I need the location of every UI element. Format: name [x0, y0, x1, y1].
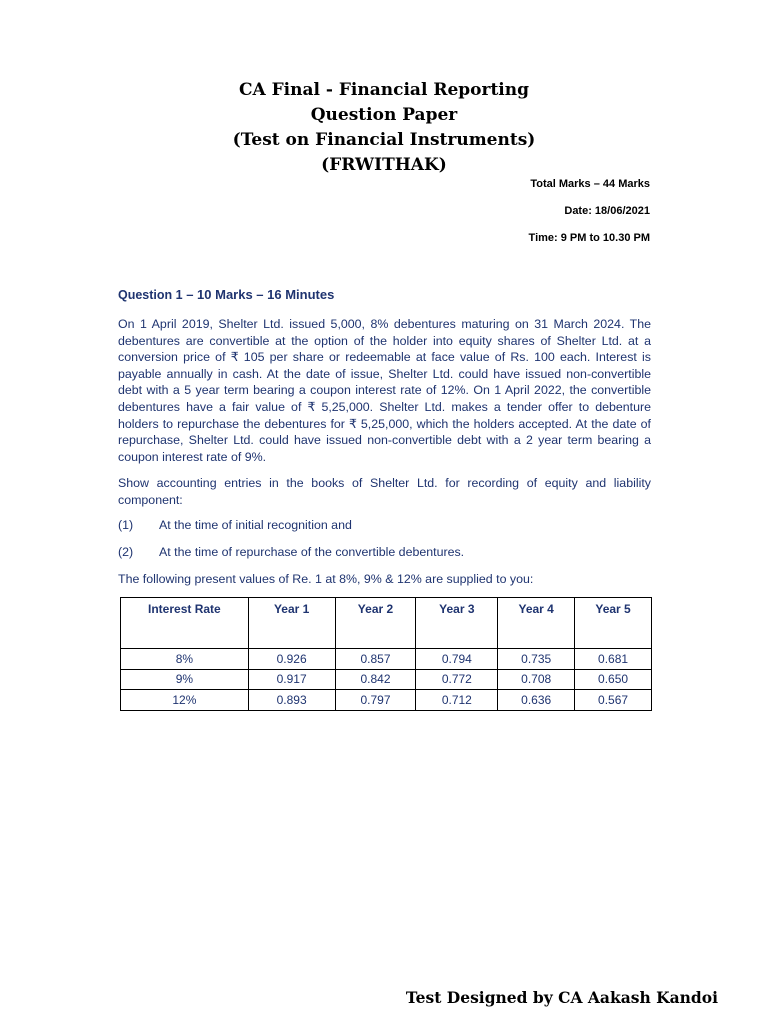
- table-cell: 0.735: [498, 649, 575, 670]
- list-item-text: At the time of initial recognition and: [159, 518, 352, 532]
- present-value-table: [120, 597, 652, 711]
- table-header: Year 3: [416, 598, 498, 649]
- table-cell: 0.681: [575, 649, 652, 670]
- exam-date: Date: 18/06/2021: [564, 205, 650, 217]
- table-cell: 0.650: [575, 669, 652, 690]
- table-header: Year 5: [575, 598, 652, 649]
- table-row: [121, 690, 652, 711]
- list-item-number: (1): [118, 518, 134, 532]
- list-item: [118, 545, 464, 559]
- table-row: [121, 669, 652, 690]
- table-cell: 0.917: [248, 669, 335, 690]
- table-header: Year 2: [335, 598, 416, 649]
- title-line-3: (Test on Financial Instruments): [232, 130, 536, 150]
- exam-time: Time: 9 PM to 10.30 PM: [528, 232, 650, 244]
- table-cell: 0.926: [248, 649, 335, 670]
- list-item-text: At the time of repurchase of the convertible debentures.: [159, 545, 465, 559]
- title-line-4: (FRWITHAK): [321, 155, 447, 175]
- table-cell: 0.708: [498, 669, 575, 690]
- table-header-row: [121, 598, 652, 649]
- table-cell: 0.712: [416, 690, 498, 711]
- table-cell: 12%: [121, 690, 249, 711]
- title-line-2: Question Paper: [310, 105, 458, 125]
- table-header: Year 1: [248, 598, 335, 649]
- table-cell: 0.857: [335, 649, 416, 670]
- title-line-1: CA Final - Financial Reporting: [238, 80, 530, 100]
- table-cell: 8%: [121, 649, 249, 670]
- table-header: Interest Rate: [121, 598, 249, 649]
- table-cell: 0.797: [335, 690, 416, 711]
- question-details: – 10 Marks – 16 Minutes: [182, 287, 335, 302]
- document-title: [0, 78, 768, 178]
- table-row: [121, 649, 652, 670]
- table-intro: The following present values of Re. 1 at 8%, 9% & 12% are supplied to you:: [118, 572, 534, 586]
- list-item-number: (2): [118, 545, 134, 559]
- question-label: Question 1: [118, 288, 183, 302]
- table-cell: 0.772: [416, 669, 498, 690]
- table-header: Year 4: [498, 598, 575, 649]
- table-cell: 0.794: [416, 649, 498, 670]
- table-cell: 0.842: [335, 669, 416, 690]
- table-cell: 9%: [121, 669, 249, 690]
- list-item: [118, 518, 352, 532]
- table-cell: 0.567: [575, 690, 652, 711]
- table-cell: 0.636: [498, 690, 575, 711]
- question-paragraph-1: On 1 April 2019, Shelter Ltd. issued 5,000, 8% debentures maturing on 31 March 2024. The debentures are convertible at the option of the holder into equity shares of Shelter Ltd. at a conversion price of ₹ 105 per share or redeemable at face value of Rs. 100 each. Interest is payable annually in cash. At the date of issue, Shelter Ltd. could have issued non-convertible debt with a 5 year term bearing a coupon interest rate of 12%. On 1 April 2022, the convertible debentures have a fair value of ₹ 5,25,000. Shelter Ltd. makes a tender offer to debenture holders to repurchase the debentures for ₹ 5,25,000, which the holders accepted. At the date of repurchase, Shelter Ltd. could have issued non-convertible debt with a 2 year term bearing a coupon interest rate of 9%.: [118, 317, 651, 464]
- question-heading: [118, 287, 334, 302]
- table-cell: 0.893: [248, 690, 335, 711]
- footer-credit: Test Designed by CA Aakash Kandoi: [405, 988, 718, 1007]
- total-marks: Total Marks – 44 Marks: [530, 178, 650, 190]
- question-paragraph-2: Show accounting entries in the books of Shelter Ltd. for recording of equity and liability component:: [118, 476, 651, 507]
